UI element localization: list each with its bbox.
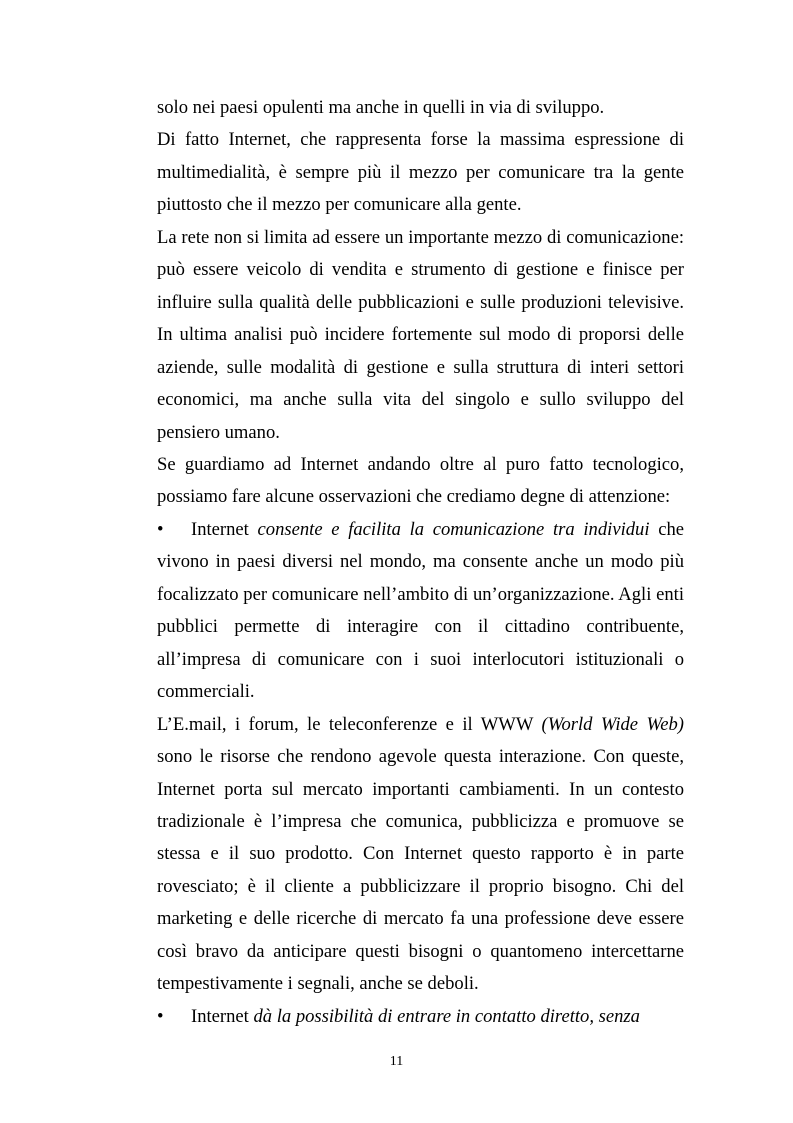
bullet-paragraph: [157, 1001, 684, 1033]
body-text: [157, 92, 684, 1033]
text-run: solo nei paesi opulenti ma anche in quelli in via di sviluppo.: [157, 97, 605, 118]
text-run: Se guardiamo ad Internet andando oltre al puro fatto tecnologico, possiamo fare alcune osservazioni che crediamo degne di attenzione:: [157, 453, 684, 508]
text-run: Di fatto Internet, che rappresenta forse la massima espressione di multimedialità, è sempre più il mezzo per comunicare tra la gente piuttosto che il mezzo per comunicare alla gente.: [157, 129, 684, 216]
text-run: La rete non si limita ad essere un importante mezzo di comunicazione: può essere veicolo di vendita e strumento di gestione e finisce per influire sulla qualità delle pubblicazioni e sulle produzioni televisive. In ultima analisi può incidere fortemente sul modo di proporsi delle aziende, sulle modalità di gestione e sulla struttura di interi settori economici, ma anche sulla vita del singolo e sullo sviluppo del pensiero umano.: [157, 226, 684, 443]
text-run: Internet: [191, 518, 258, 540]
paragraph: [157, 124, 684, 221]
text-run: L’E.mail, i forum, le teleconferenze e il WWW: [157, 713, 542, 735]
italic-text: consente e facilita la comunicazione tra individui: [257, 518, 650, 540]
italic-text: dà la possibilità di entrare in contatto diretto, senza: [253, 1005, 640, 1027]
text-run: sono le risorse che rendono agevole questa interazione. Con queste, Internet porta sul mercato importanti cambiamenti. In un contesto tradizionale è l’impresa che comunica, pubblicizza e promuove se stessa e il suo prodotto. Con Internet questo rapporto è in parte rovesciato; è il cliente a pubblicizzare il proprio bisogno. Chi del marketing e delle ricerche di mercato fa una professione deve essere così bravo da anticipare questi bisogni o quantomeno intercettarne tempestivamente i segnali, anche se deboli.: [157, 746, 684, 995]
bullet-paragraph: [157, 514, 684, 709]
paragraph: [157, 222, 684, 449]
text-run: che vivono in paesi diversi nel mondo, ma consente anche un modo più focalizzato per comunicare nell’ambito di un’organizzazione. Agli enti pubblici permette di interagire con il cittadino contribuente, all’impresa di comunicare con i suoi interlocutori istituzionali o commerciali.: [157, 518, 685, 703]
paragraph: [157, 92, 684, 124]
paragraph: [157, 709, 684, 1001]
bullet-marker: •: [157, 1005, 164, 1027]
bullet-marker: •: [157, 518, 164, 540]
italic-text: (World Wide Web): [541, 713, 685, 735]
page-number: 11: [389, 1054, 404, 1069]
paragraph: [157, 449, 684, 514]
text-run: Internet: [191, 1005, 254, 1027]
